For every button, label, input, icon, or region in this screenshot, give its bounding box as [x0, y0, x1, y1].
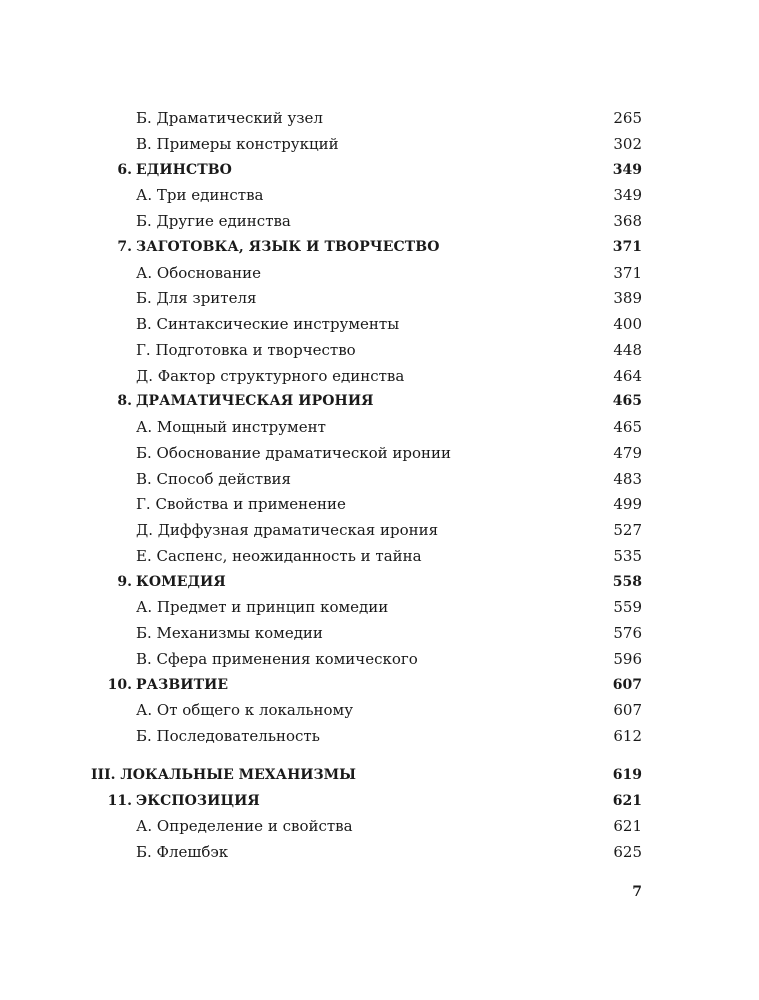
toc-page-number: 302	[613, 134, 642, 153]
toc-entry-title: А. Предмет и принцип комедии	[136, 598, 389, 617]
toc-entry-title: Б. Обоснование драматической иронии	[136, 443, 452, 462]
toc-subsection-row	[0, 492, 759, 518]
toc-subsection-row	[0, 518, 759, 544]
toc-entry-title: А. От общего к локальному	[136, 701, 354, 720]
toc-subsection-row	[0, 840, 759, 866]
toc-subsection-row	[0, 261, 759, 287]
toc-entry-title: Б. Для зрителя	[136, 289, 257, 308]
toc-entry-title: В. Синтаксические инструменты	[136, 315, 400, 333]
toc-subsection-row	[0, 544, 759, 570]
toc-page-number: 349	[613, 186, 642, 205]
toc-page-number: 558	[612, 573, 642, 590]
toc-page-number: 607	[613, 701, 642, 720]
toc-entry-title: Д. Фактор структурного единства	[136, 366, 405, 385]
table-of-contents	[0, 106, 759, 866]
toc-entry-title: Б. Механизмы комедии	[136, 624, 323, 642]
toc-page-number: 483	[613, 469, 642, 488]
toc-page-number: 619	[612, 766, 642, 783]
toc-subsection-row	[0, 724, 759, 750]
toc-page-number: 559	[613, 598, 642, 617]
toc-chapter-number: 10.	[107, 676, 132, 693]
toc-entry-title: Б. Другие единства	[136, 212, 291, 230]
toc-page-number: 465	[612, 393, 642, 410]
toc-page-number: 464	[613, 366, 642, 385]
toc-page-number: 527	[613, 521, 642, 539]
toc-chapter-row	[0, 235, 759, 261]
toc-page-number: 368	[613, 212, 642, 230]
toc-page-number: 349	[612, 161, 642, 178]
toc-entry-title: III. ЛОКАЛЬНЫЕ МЕХАНИЗМЫ	[91, 766, 356, 783]
toc-entry-title: В. Сфера применения комического	[136, 649, 418, 668]
toc-entry-title: КОМЕДИЯ	[136, 573, 226, 590]
toc-chapter-row	[0, 673, 759, 699]
toc-entry-title: Г. Свойства и применение	[136, 495, 346, 514]
toc-subsection-row	[0, 814, 759, 840]
toc-chapter-row	[0, 158, 759, 184]
page-number: 7	[632, 884, 642, 900]
toc-page-number: 576	[613, 624, 642, 642]
toc-page-number: 621	[613, 817, 642, 836]
toc-chapter-number: 11.	[107, 792, 132, 809]
toc-page-number: 607	[612, 676, 642, 693]
toc-page-number: 371	[613, 263, 642, 282]
toc-part-row	[0, 763, 759, 789]
toc-entry-title: ДРАМАТИЧЕСКАЯ ИРОНИЯ	[136, 393, 374, 410]
toc-entry-title: РАЗВИТИЕ	[136, 676, 229, 693]
toc-subsection-row	[0, 106, 759, 132]
toc-entry-title: Б. Флешбэк	[136, 843, 229, 861]
toc-subsection-row	[0, 441, 759, 467]
toc-subsection-row	[0, 286, 759, 312]
toc-page-number: 479	[613, 443, 642, 462]
toc-subsection-row	[0, 132, 759, 158]
toc-entry-title: ЭКСПОЗИЦИЯ	[136, 792, 260, 809]
toc-subsection-row	[0, 338, 759, 364]
toc-entry-title: Г. Подготовка и творчество	[136, 340, 356, 359]
toc-entry-title: ЗАГОТОВКА, ЯЗЫК И ТВОРЧЕСТВО	[136, 238, 440, 255]
toc-entry-title: А. Определение и свойства	[136, 817, 353, 836]
toc-chapter-row	[0, 570, 759, 596]
toc-entry-title: ЕДИНСТВО	[136, 161, 232, 178]
toc-subsection-row	[0, 621, 759, 647]
toc-entry-title: А. Обоснование	[136, 263, 261, 282]
toc-page-number: 535	[613, 546, 642, 565]
toc-page-number: 448	[613, 340, 642, 359]
toc-chapter-row	[0, 789, 759, 815]
toc-chapter-row	[0, 389, 759, 415]
toc-entry-title: А. Мощный инструмент	[136, 418, 326, 436]
toc-chapter-number: 6.	[117, 161, 132, 178]
toc-entry-title: В. Способ действия	[136, 469, 292, 488]
toc-page-number: 499	[613, 495, 642, 514]
toc-page-number: 612	[613, 727, 642, 745]
toc-subsection-row	[0, 209, 759, 235]
toc-entry-title: Е. Саспенс, неожиданность и тайна	[136, 546, 422, 565]
toc-chapter-number: 9.	[117, 573, 132, 590]
toc-subsection-row	[0, 183, 759, 209]
toc-page-number: 625	[613, 843, 642, 861]
toc-subsection-row	[0, 595, 759, 621]
toc-page-number: 389	[613, 289, 642, 308]
toc-entry-title: Д. Диффузная драматическая ирония	[136, 521, 439, 539]
toc-subsection-row	[0, 415, 759, 441]
toc-page-number: 400	[613, 315, 642, 333]
toc-entry-title: Б. Драматический узел	[136, 109, 323, 127]
toc-page-number: 465	[613, 418, 642, 436]
section-gap	[0, 750, 759, 763]
toc-subsection-row	[0, 698, 759, 724]
toc-entry-title: А. Три единства	[136, 186, 264, 205]
toc-subsection-row	[0, 467, 759, 493]
toc-page-number: 621	[612, 792, 642, 809]
toc-subsection-row	[0, 647, 759, 673]
toc-page-number: 265	[613, 109, 642, 127]
toc-chapter-number: 7.	[117, 238, 132, 255]
toc-subsection-row	[0, 312, 759, 338]
toc-subsection-row	[0, 364, 759, 390]
toc-entry-title: В. Примеры конструкций	[136, 134, 339, 153]
toc-entry-title: Б. Последовательность	[136, 727, 320, 745]
toc-page-number: 596	[613, 649, 642, 668]
toc-chapter-number: 8.	[117, 393, 132, 410]
toc-page-number: 371	[612, 238, 642, 255]
